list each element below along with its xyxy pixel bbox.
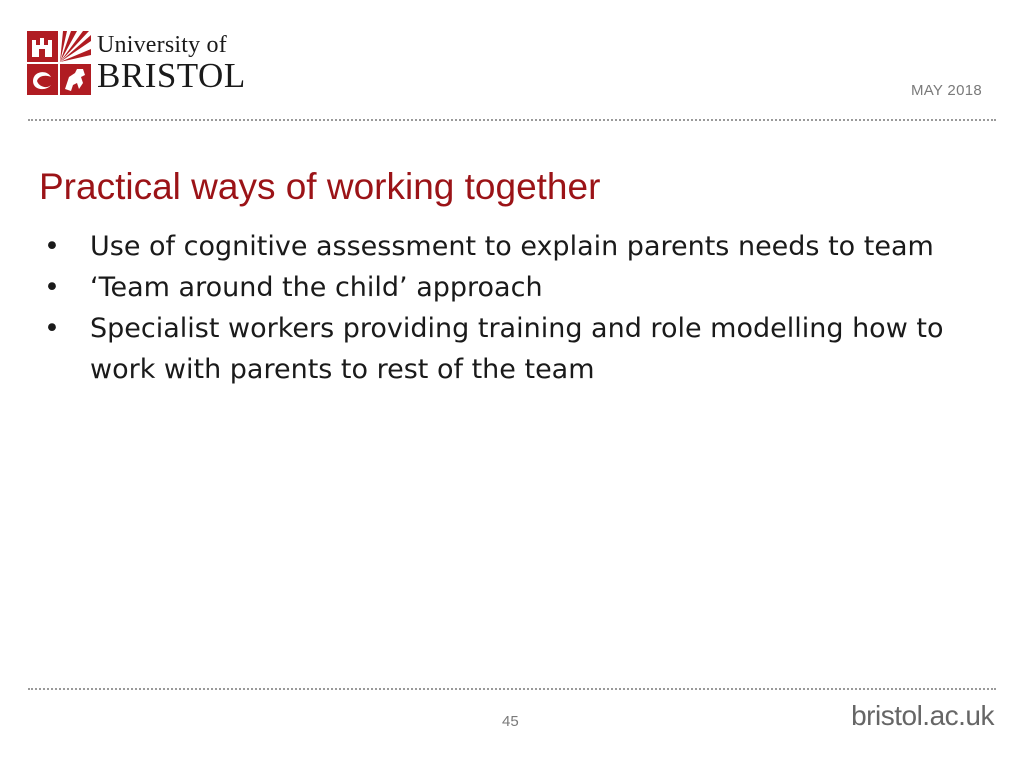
bullet-marker: •: [44, 272, 60, 303]
footer-divider: [28, 688, 996, 690]
university-crest-icon: [27, 31, 91, 95]
bullet-item: [44, 308, 984, 390]
wordmark-line2: BRISTOL: [97, 56, 246, 95]
bullet-marker: •: [44, 313, 60, 344]
bullet-item: [44, 267, 984, 308]
header-divider: [28, 119, 996, 121]
bullet-marker: •: [44, 231, 60, 262]
footer-url: bristol.ac.uk: [851, 700, 994, 731]
bullet-item: [44, 226, 984, 267]
bullet-text: ‘Team around the child’ approach: [90, 272, 543, 303]
page-number: 45: [502, 713, 519, 730]
wordmark-line1: University of: [97, 32, 227, 58]
bullet-list: [44, 226, 984, 390]
bullet-text: Use of cognitive assessment to explain parents needs to team: [90, 231, 934, 262]
slide-title: Practical ways of working together: [39, 166, 601, 207]
header-date: MAY 2018: [910, 82, 982, 99]
bullet-text: Specialist workers providing training and role modelling how to work with parents to rest of the team: [90, 313, 944, 385]
university-wordmark: [97, 33, 246, 93]
university-logo: [27, 31, 252, 99]
